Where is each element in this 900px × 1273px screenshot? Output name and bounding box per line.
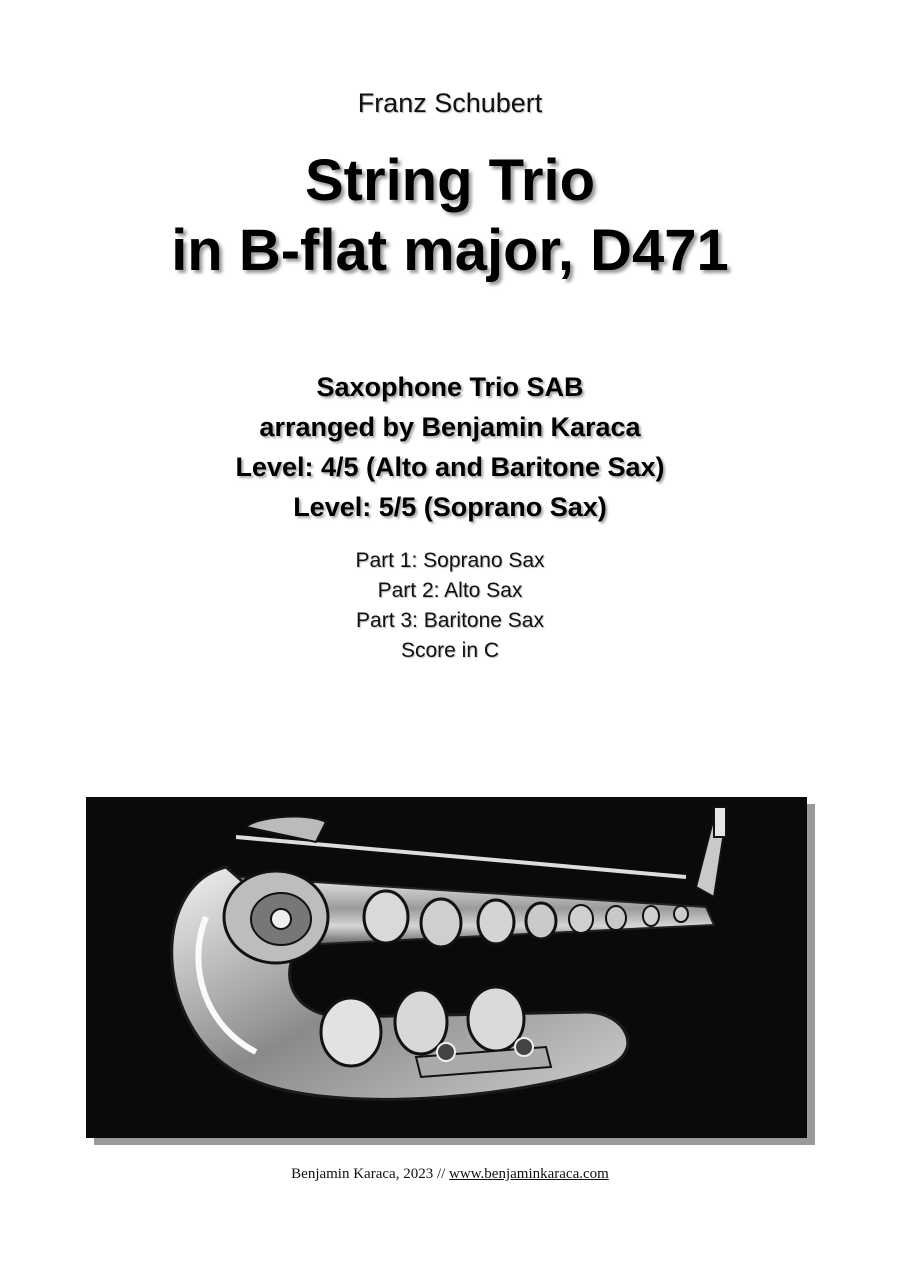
saxophone-illustration	[86, 797, 807, 1138]
arrangement-info	[0, 367, 900, 527]
title-line-2: in B-flat major, D471	[171, 218, 729, 283]
part-item: Part 3: Baritone Sax	[356, 609, 544, 632]
arranger-label: arranged by Benjamin Karaca	[259, 412, 641, 442]
parts-list	[0, 546, 900, 666]
title-line-1: String Trio	[305, 148, 595, 213]
level-alto-baritone: Level: 4/5 (Alto and Baritone Sax)	[235, 452, 665, 482]
saxophone-photo	[86, 797, 807, 1138]
footer-copyright: Benjamin Karaca, 2023 //	[291, 1166, 450, 1182]
level-soprano: Level: 5/5 (Soprano Sax)	[293, 492, 607, 522]
footer	[0, 1166, 900, 1183]
part-item: Part 1: Soprano Sax	[355, 549, 545, 572]
composer-name: Franz Schubert	[357, 88, 543, 118]
ensemble-label: Saxophone Trio SAB	[316, 372, 584, 402]
website-link[interactable]: www.benjaminkaraca.com	[449, 1166, 609, 1182]
part-item: Score in C	[400, 639, 500, 662]
page-title	[0, 146, 900, 286]
part-item: Part 2: Alto Sax	[377, 579, 523, 602]
